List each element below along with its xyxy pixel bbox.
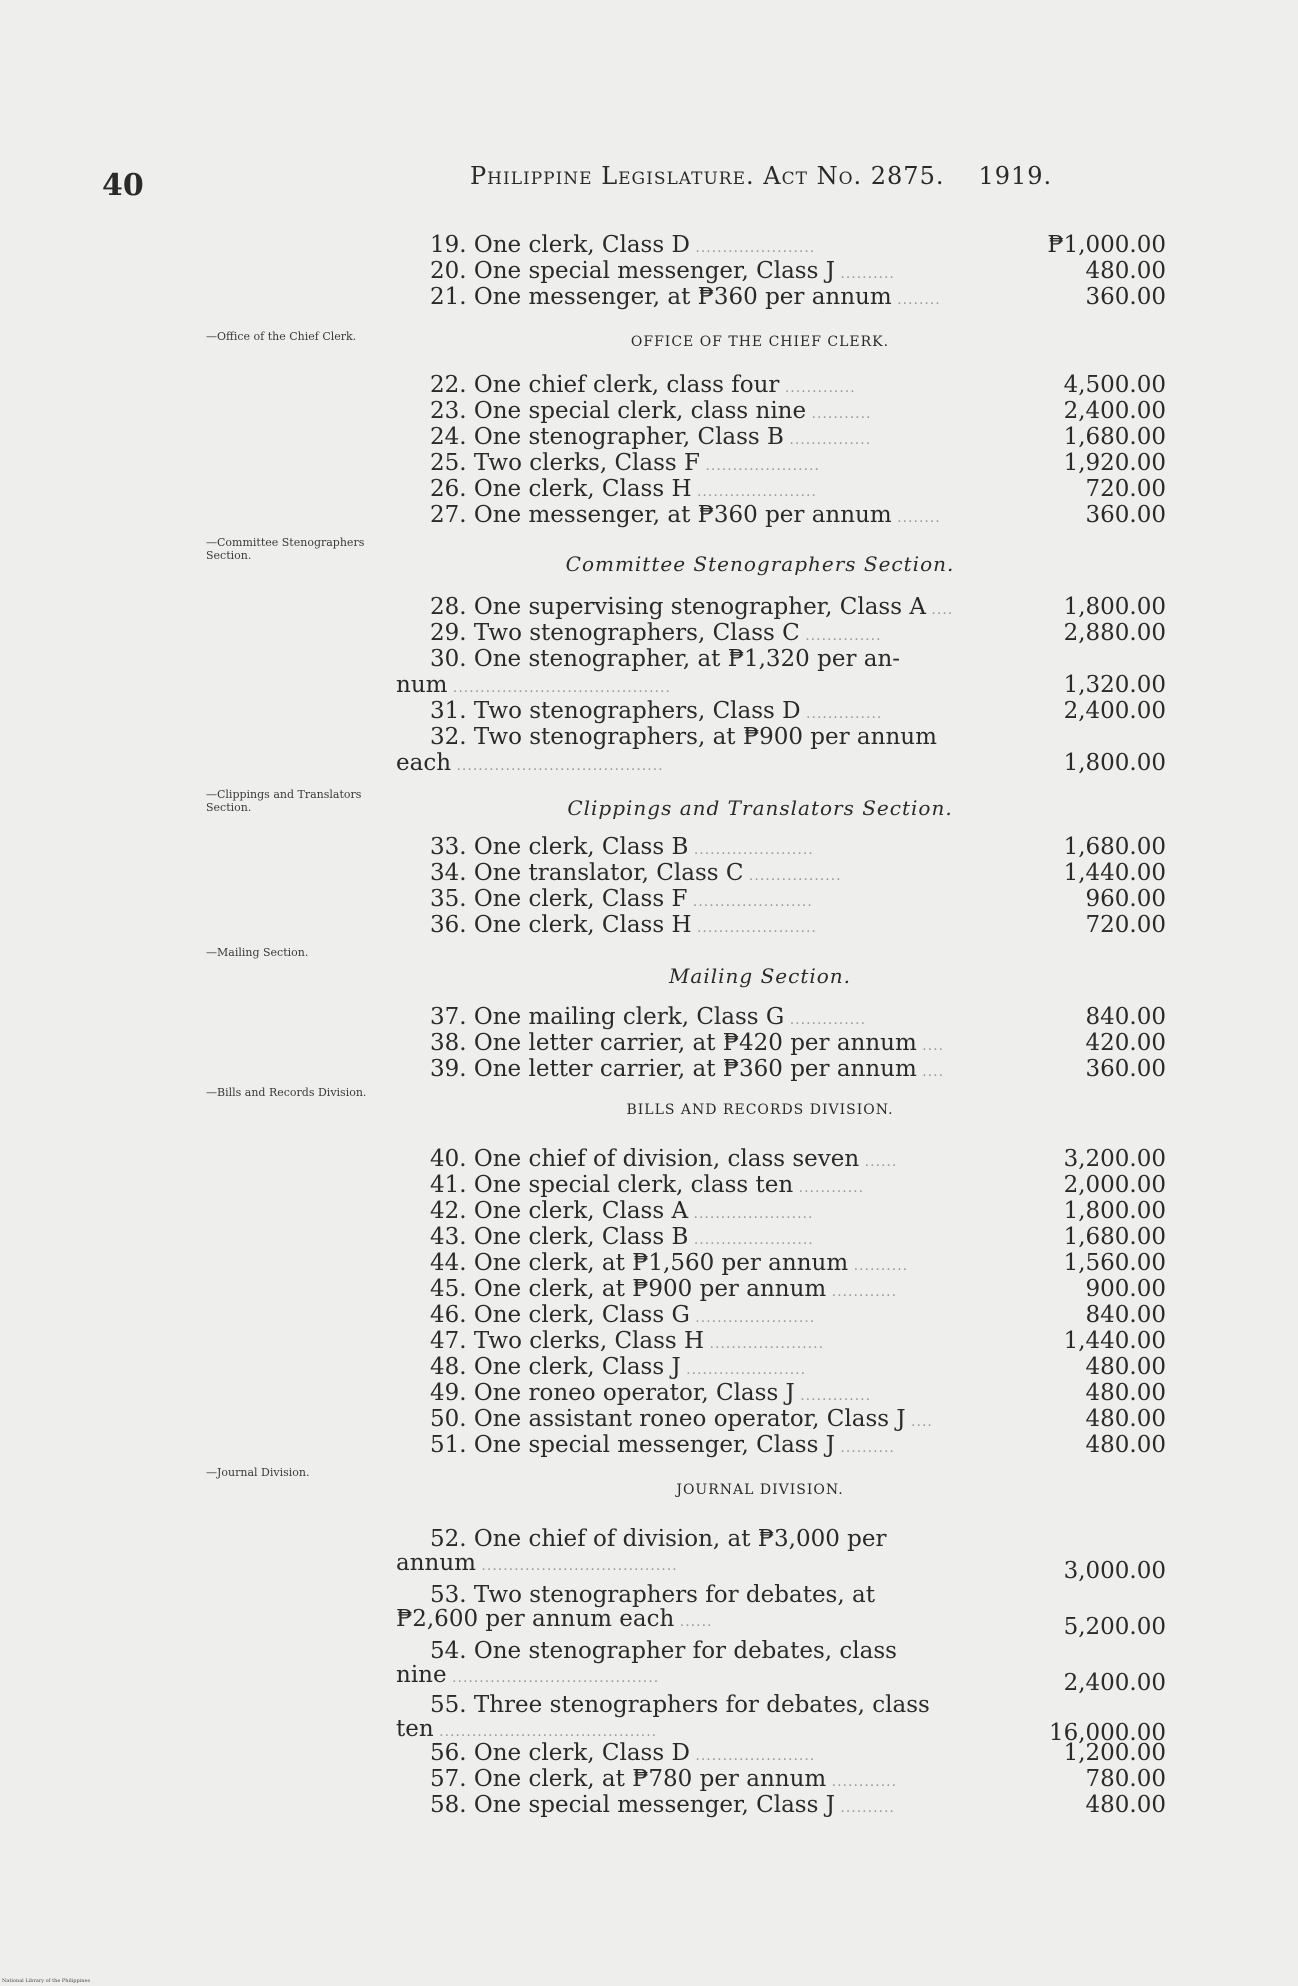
leader-dots: .................: [743, 868, 842, 884]
item-line: [430, 1638, 970, 1664]
leader-dots: ......................: [687, 894, 813, 910]
item-line: [430, 1250, 970, 1279]
item-number: 42.: [430, 1198, 474, 1224]
item-description: One stenographer, Class B: [473, 424, 784, 450]
leader-dots: ...........: [806, 406, 872, 422]
item-amount: 960.00: [1085, 886, 1166, 912]
item-number: 37.: [430, 1004, 474, 1030]
leader-dots: ......................: [688, 1206, 814, 1222]
item-amount: 480.00: [1085, 258, 1166, 284]
item-description: One mailing clerk, Class G: [473, 1004, 785, 1030]
item-number: 40.: [430, 1146, 474, 1172]
item-description: One chief clerk, class four: [473, 372, 780, 398]
item-amount: ₱1,000.00: [1047, 232, 1166, 258]
item-line: [430, 724, 970, 750]
item-continuation: [396, 672, 936, 701]
item-line: [430, 284, 970, 313]
item-amount: 840.00: [1085, 1004, 1166, 1030]
item-line: [430, 1740, 970, 1769]
item-amount: 720.00: [1085, 912, 1166, 938]
item-continuation: [396, 750, 936, 779]
item-line: [430, 834, 970, 863]
item-line: [430, 232, 970, 261]
item-amount: 2,400.00: [1063, 398, 1166, 424]
continuation-text: each: [396, 750, 452, 776]
leader-dots: ..........: [848, 1258, 909, 1274]
item-number: 19.: [430, 232, 474, 258]
leader-dots: ....: [925, 602, 954, 618]
item-description: Two stenographers, Class C: [473, 620, 800, 646]
leader-dots: ....: [905, 1414, 933, 1430]
item-description: One special messenger, Class J: [473, 1792, 835, 1818]
item-line: [430, 886, 970, 915]
item-amount: 480.00: [1085, 1406, 1166, 1432]
item-amount: 780.00: [1085, 1766, 1166, 1792]
leader-dots: ........: [891, 292, 941, 308]
section-heading: OFFICE OF THE CHIEF CLERK.: [630, 334, 890, 350]
item-number: 25.: [430, 450, 474, 476]
leader-dots: ......................: [689, 1748, 816, 1764]
item-number: 58.: [430, 1792, 474, 1818]
item-amount: 1,440.00: [1063, 860, 1166, 886]
leader-dots: ...............: [783, 432, 872, 448]
page-number: 40: [102, 168, 144, 203]
continuation-text: nine: [396, 1662, 447, 1688]
continuation-text: ten: [396, 1716, 434, 1742]
leader-dots: ......: [859, 1154, 898, 1170]
item-amount: 480.00: [1085, 1354, 1166, 1380]
item-continuation: [396, 1606, 936, 1635]
item-number: 52.: [430, 1526, 474, 1552]
item-line: [430, 450, 970, 479]
item-amount: 4,500.00: [1063, 372, 1166, 398]
leader-dots: ......................: [688, 842, 814, 858]
side-note: —Committee Stenographers Section.: [206, 536, 365, 562]
item-description: One clerk, Class H: [473, 476, 692, 502]
item-number: 38.: [430, 1030, 474, 1056]
leader-dots: ............: [826, 1774, 898, 1790]
side-note: —Journal Division.: [206, 1466, 310, 1479]
leader-dots: ........: [891, 510, 941, 526]
item-amount: 840.00: [1085, 1302, 1166, 1328]
item-description: One special messenger, Class J: [473, 258, 835, 284]
item-line: [430, 476, 970, 505]
item-line: [430, 1276, 970, 1305]
item-line: [430, 1526, 970, 1552]
continuation-text: num: [396, 672, 448, 698]
item-line: [430, 424, 970, 453]
item-line: [430, 1302, 970, 1331]
item-description: One supervising stenographer, Class A: [473, 594, 926, 620]
item-description: One clerk, Class H: [473, 912, 692, 938]
item-amount: 2,000.00: [1063, 1172, 1166, 1198]
item-number: 47.: [430, 1328, 474, 1354]
item-number: 20.: [430, 258, 474, 284]
leader-dots: ........................................: [447, 680, 671, 696]
item-amount: 2,400.00: [1063, 698, 1166, 724]
item-line: [430, 1380, 970, 1409]
item-amount: 480.00: [1085, 1792, 1166, 1818]
item-description: One letter carrier, at ₱420 per annum: [473, 1030, 917, 1056]
leader-dots: ..............: [799, 628, 882, 644]
leader-dots: ....: [916, 1064, 945, 1080]
item-description: One special clerk, class nine: [473, 398, 807, 424]
item-line: [430, 1432, 970, 1461]
item-line: [430, 1004, 970, 1033]
item-line: [430, 1354, 970, 1383]
item-amount: 720.00: [1085, 476, 1166, 502]
side-note: —Mailing Section.: [206, 946, 309, 959]
item-number: 48.: [430, 1354, 474, 1380]
item-amount: 420.00: [1085, 1030, 1166, 1056]
item-amount: 5,200.00: [1063, 1614, 1166, 1640]
running-year: 1919.: [978, 162, 1053, 190]
item-line: [430, 398, 970, 427]
leader-dots: ......................................: [446, 1670, 660, 1686]
item-description: One clerk, Class D: [473, 232, 690, 258]
item-description: One chief of division, class seven: [473, 1146, 860, 1172]
item-number: 27.: [430, 502, 474, 528]
item-amount: 900.00: [1085, 1276, 1166, 1302]
item-description: One letter carrier, at ₱360 per annum: [473, 1056, 917, 1082]
item-description: One clerk, Class J: [473, 1354, 681, 1380]
item-number: 51.: [430, 1432, 474, 1458]
item-amount: 1,320.00: [1063, 672, 1166, 698]
item-amount: 1,800.00: [1063, 1198, 1166, 1224]
item-number: 23.: [430, 398, 474, 424]
item-description: Two clerks, Class H: [473, 1328, 705, 1354]
item-description: One roneo operator, Class J: [473, 1380, 795, 1406]
item-number: 55.: [430, 1692, 474, 1718]
item-amount: 360.00: [1085, 1056, 1166, 1082]
leader-dots: ......................: [689, 240, 816, 256]
item-number: 32.: [430, 724, 474, 750]
item-amount: 1,800.00: [1063, 594, 1166, 620]
item-line: [430, 1198, 970, 1227]
item-amount: 480.00: [1085, 1380, 1166, 1406]
item-description: One assistant roneo operator, Class J: [473, 1406, 906, 1432]
item-amount: 480.00: [1085, 1432, 1166, 1458]
leader-dots: ..........: [834, 1440, 895, 1456]
item-description: Three stenographers for debates, class: [473, 1692, 930, 1718]
item-description: One stenographer, at ₱1,320 per an-: [473, 646, 901, 672]
item-description: Two stenographers, at ₱900 per annum: [473, 724, 937, 750]
item-number: 28.: [430, 594, 474, 620]
item-description: One stenographer for debates, class: [473, 1638, 897, 1664]
item-number: 21.: [430, 284, 474, 310]
leader-dots: ........................................: [433, 1724, 658, 1740]
item-number: 22.: [430, 372, 474, 398]
leader-dots: ......: [674, 1614, 713, 1630]
item-amount: 1,560.00: [1063, 1250, 1166, 1276]
continuation-text: ₱2,600 per annum each: [396, 1606, 675, 1632]
item-line: [430, 860, 970, 889]
item-description: One special messenger, Class J: [473, 1432, 835, 1458]
item-number: 30.: [430, 646, 474, 672]
item-line: [430, 1146, 970, 1175]
item-amount: 2,880.00: [1063, 620, 1166, 646]
item-description: One clerk, Class B: [473, 834, 689, 860]
item-line: [430, 1406, 970, 1435]
library-footer: National Library of the Philippines: [2, 1978, 91, 1984]
continuation-text: annum: [396, 1550, 476, 1576]
item-line: [430, 1692, 970, 1718]
leader-dots: ......................................: [451, 758, 664, 774]
item-amount: 16,000.00: [1048, 1720, 1166, 1746]
item-number: 46.: [430, 1302, 474, 1328]
leader-dots: .............: [794, 1388, 872, 1404]
item-number: 36.: [430, 912, 474, 938]
item-line: [430, 1328, 970, 1357]
leader-dots: ............: [793, 1180, 865, 1196]
section-heading: BILLS AND RECORDS DIVISION.: [626, 1102, 894, 1118]
item-amount: 1,680.00: [1063, 424, 1166, 450]
item-line: [430, 502, 970, 531]
item-amount: 2,400.00: [1063, 1670, 1166, 1696]
item-number: 33.: [430, 834, 474, 860]
item-amount: 1,800.00: [1063, 750, 1166, 776]
item-amount: 1,680.00: [1063, 1224, 1166, 1250]
item-line: [430, 1056, 970, 1085]
leader-dots: ..........: [834, 266, 895, 282]
item-amount: 1,680.00: [1063, 834, 1166, 860]
item-number: 29.: [430, 620, 474, 646]
item-description: One clerk, at ₱780 per annum: [473, 1766, 827, 1792]
item-amount: 1,440.00: [1063, 1328, 1166, 1354]
item-description: One clerk, Class D: [473, 1740, 690, 1766]
item-line: [430, 594, 970, 623]
leader-dots: .............: [779, 380, 856, 396]
item-description: One clerk, at ₱1,560 per annum: [473, 1250, 849, 1276]
item-description: One clerk, Class B: [473, 1224, 689, 1250]
side-note: —Clippings and Translators Section.: [206, 788, 362, 814]
item-description: One clerk, Class A: [473, 1198, 689, 1224]
leader-dots: .....................: [700, 458, 820, 474]
leader-dots: ..............: [784, 1012, 867, 1028]
item-number: 44.: [430, 1250, 474, 1276]
item-number: 45.: [430, 1276, 474, 1302]
item-number: 34.: [430, 860, 474, 886]
item-number: 54.: [430, 1638, 474, 1664]
item-number: 26.: [430, 476, 474, 502]
leader-dots: ............: [826, 1284, 898, 1300]
leader-dots: ......................: [691, 920, 817, 936]
leader-dots: ..............: [800, 706, 883, 722]
item-number: 43.: [430, 1224, 474, 1250]
item-line: [430, 1030, 970, 1059]
item-line: [430, 1582, 970, 1608]
item-number: 49.: [430, 1380, 474, 1406]
item-number: 35.: [430, 886, 474, 912]
item-number: 41.: [430, 1172, 474, 1198]
item-amount: 3,000.00: [1063, 1558, 1166, 1584]
item-description: One clerk, Class G: [473, 1302, 690, 1328]
item-description: One translator, Class C: [473, 860, 744, 886]
item-description: One chief of division, at ₱3,000 per: [473, 1526, 887, 1552]
section-heading: Mailing Section.: [668, 964, 852, 988]
item-description: Two stenographers, Class D: [473, 698, 801, 724]
item-line: [430, 646, 970, 672]
item-amount: 360.00: [1085, 502, 1166, 528]
item-amount: 3,200.00: [1063, 1146, 1166, 1172]
item-line: [430, 258, 970, 287]
item-line: [430, 1766, 970, 1795]
item-description: One special clerk, class ten: [473, 1172, 794, 1198]
item-amount: 1,920.00: [1063, 450, 1166, 476]
item-continuation: [396, 1550, 936, 1579]
leader-dots: ..........: [834, 1800, 895, 1816]
item-line: [430, 372, 970, 401]
item-number: 31.: [430, 698, 474, 724]
item-line: [430, 1792, 970, 1821]
item-line: [430, 620, 970, 649]
item-amount: 1,200.00: [1063, 1740, 1166, 1766]
leader-dots: ......................: [688, 1232, 814, 1248]
item-line: [430, 1172, 970, 1201]
item-description: One clerk, at ₱900 per annum: [473, 1276, 827, 1302]
item-number: 39.: [430, 1056, 474, 1082]
item-number: 50.: [430, 1406, 474, 1432]
item-description: One messenger, at ₱360 per annum: [473, 502, 892, 528]
item-amount: 360.00: [1085, 284, 1166, 310]
leader-dots: .....................: [704, 1336, 825, 1352]
item-line: [430, 912, 970, 941]
side-note: —Office of the Chief Clerk.: [206, 330, 357, 343]
item-description: One clerk, Class F: [473, 886, 688, 912]
leader-dots: ......................: [689, 1310, 816, 1326]
item-description: Two clerks, Class F: [473, 450, 701, 476]
leader-dots: ....................................: [475, 1558, 678, 1574]
item-continuation: [396, 1662, 936, 1691]
item-number: 57.: [430, 1766, 474, 1792]
leader-dots: ....: [916, 1038, 945, 1054]
item-number: 53.: [430, 1582, 474, 1608]
running-title: Philippine Legislature. Act No. 2875.: [470, 162, 945, 190]
item-number: 24.: [430, 424, 474, 450]
side-note: —Bills and Records Division.: [206, 1086, 367, 1099]
item-description: One messenger, at ₱360 per annum: [473, 284, 892, 310]
leader-dots: ......................: [691, 484, 817, 500]
item-number: 56.: [430, 1740, 474, 1766]
section-heading: Clippings and Translators Section.: [567, 796, 953, 820]
leader-dots: ......................: [680, 1362, 807, 1378]
item-line: [430, 698, 970, 727]
section-heading: Committee Stenographers Section.: [565, 552, 955, 576]
section-heading: JOURNAL DIVISION.: [676, 1482, 844, 1498]
item-line: [430, 1224, 970, 1253]
item-description: Two stenographers for debates, at: [473, 1582, 875, 1608]
